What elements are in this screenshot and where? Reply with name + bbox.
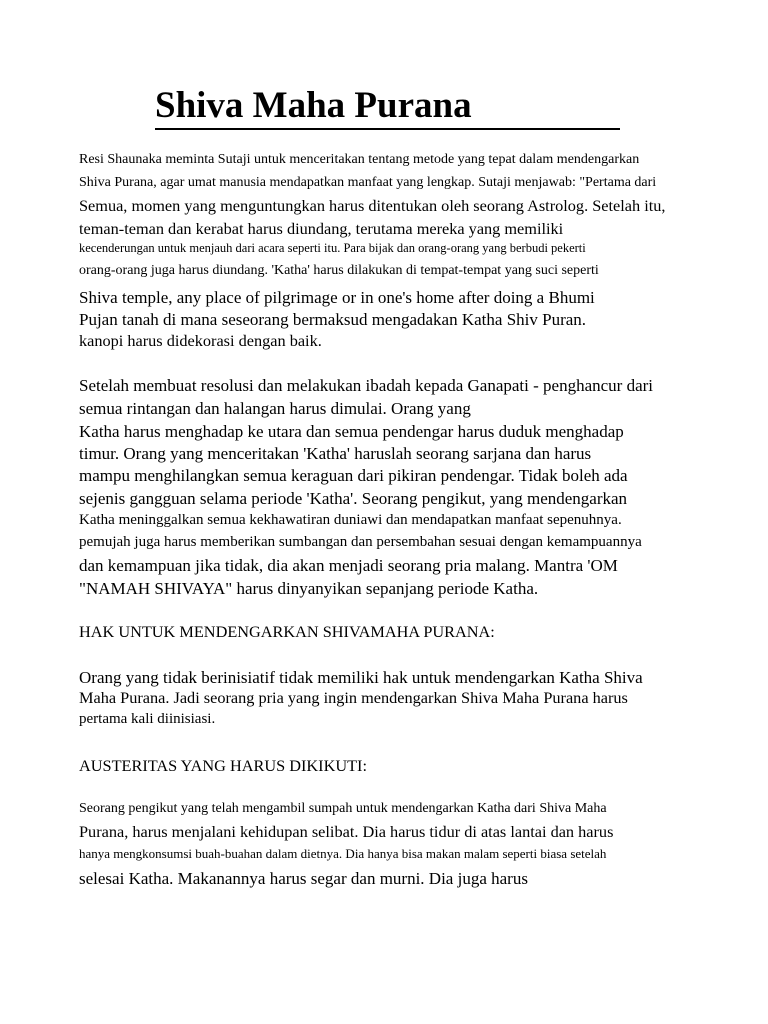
text-line: selesai Katha. Makanannya harus segar dan murni. Dia juga harus [79, 869, 528, 888]
text-line: Shiva Purana, agar umat manusia mendapatkan manfaat yang lengkap. Sutaji menjawab: "Pertama dari [79, 175, 657, 190]
text-line: teman-teman dan kerabat harus diundang, terutama mereka yang memiliki [79, 219, 564, 238]
text-line: Orang yang tidak berinisiatif tidak memiliki hak untuk mendengarkan Katha Shiva [79, 668, 643, 687]
section-heading: AUSTERITAS YANG HARUS DIKIKUTI: [79, 756, 367, 775]
text-line: Purana, harus menjalani kehidupan selibat. Dia harus tidur di atas lantai dan harus [79, 822, 614, 841]
text-line: kanopi harus didekorasi dengan baik. [79, 331, 322, 350]
text-line: Pujan tanah di mana seseorang bermaksud mengadakan Katha Shiv Puran. [79, 310, 587, 329]
text-line: "NAMAH SHIVAYA" harus dinyanyikan sepanjang periode Katha. [79, 579, 539, 598]
text-line: mampu menghilangkan semua keraguan dari pikiran pendengar. Tidak boleh ada [79, 466, 628, 485]
text-line: orang-orang juga harus diundang. 'Katha' harus dilakukan di tempat-tempat yang suci seperti [79, 263, 599, 278]
text-line: Resi Shaunaka meminta Sutaji untuk menceritakan tentang metode yang tepat dalam mendengarkan [79, 152, 640, 167]
text-line: Semua, momen yang menguntungkan harus ditentukan oleh seorang Astrolog. Setelah itu, [79, 196, 666, 215]
text-line: kecenderungan untuk menjauh dari acara seperti itu. Para bijak dan orang-orang yang berbudi pekerti [79, 241, 586, 255]
text-line: semua rintangan dan halangan harus dimulai. Orang yang [79, 399, 471, 418]
text-line: Shiva temple, any place of pilgrimage or in one's home after doing a Bhumi [79, 288, 595, 307]
text-line: Katha meninggalkan semua kekhawatiran duniawi dan mendapatkan manfaat sepenuhnya. [79, 512, 622, 528]
document-title: Shiva Maha Purana [155, 84, 620, 130]
text-line: pertama kali diinisiasi. [79, 711, 216, 727]
section-heading: HAK UNTUK MENDENGARKAN SHIVAMAHA PURANA: [79, 622, 495, 641]
text-line: timur. Orang yang menceritakan 'Katha' haruslah seorang sarjana dan harus [79, 444, 592, 463]
text-line: Maha Purana. Jadi seorang pria yang ingin mendengarkan Shiva Maha Purana harus [79, 688, 628, 707]
text-line: dan kemampuan jika tidak, dia akan menjadi seorang pria malang. Mantra 'OM [79, 556, 618, 575]
text-line: Katha harus menghadap ke utara dan semua pendengar harus duduk menghadap [79, 422, 624, 441]
text-line: Seorang pengikut yang telah mengambil sumpah untuk mendengarkan Katha dari Shiva Maha [79, 801, 607, 816]
text-line: hanya mengkonsumsi buah-buahan dalam dietnya. Dia hanya bisa makan malam seperti biasa setelah [79, 846, 607, 861]
text-line: pemujah juga harus memberikan sumbangan dan persembahan sesuai dengan kemampuannya [79, 534, 642, 550]
text-line: sejenis gangguan selama periode 'Katha'. Seorang pengikut, yang mendengarkan [79, 489, 628, 508]
text-line: Setelah membuat resolusi dan melakukan ibadah kepada Ganapati - penghancur dari [79, 376, 654, 395]
